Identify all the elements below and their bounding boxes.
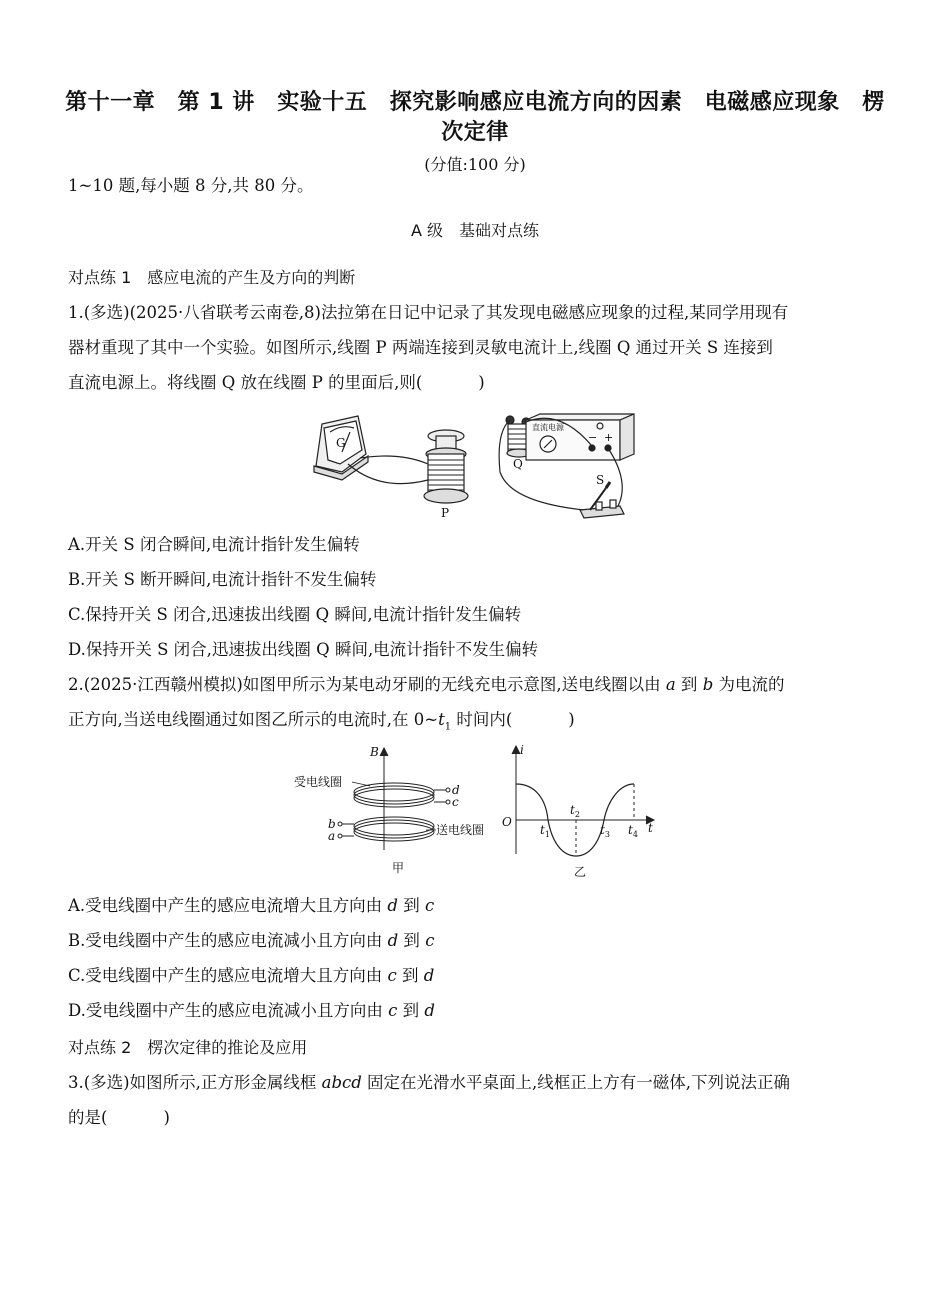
label-receive-coil: 受电线圈: [294, 775, 343, 789]
section-heading-1: 对点练 1 感应电流的产生及方向的判断: [68, 268, 356, 287]
q1-option-d: D.保持开关 S 闭合,迅速拔出线圈 Q 瞬间,电流计指针不发生偏转: [68, 640, 539, 659]
label-t3: $t_3$: [600, 823, 610, 839]
label-supply: 直流电源: [532, 423, 564, 432]
q1-option-a: A.开关 S 闭合瞬间,电流计指针发生偏转: [68, 535, 360, 554]
instructions: 1~10 题,每小题 8 分,共 80 分。: [68, 176, 314, 195]
q2-figure: [290, 742, 670, 882]
label-plus: +: [604, 431, 614, 444]
q3-text-line2: 的是( ): [68, 1108, 170, 1127]
label-minus: −: [588, 431, 598, 444]
label-a: a: [328, 829, 336, 843]
label-q: Q: [513, 457, 523, 471]
label-i: i: [520, 743, 524, 757]
q1-apparatus-figure: [300, 402, 650, 524]
label-c: c: [452, 795, 459, 809]
q1-option-b: B.开关 S 断开瞬间,电流计指针不发生偏转: [68, 570, 377, 589]
label-t1: $t_1$: [540, 823, 550, 839]
label-d: d: [452, 783, 460, 797]
label-origin: O: [502, 815, 512, 829]
label-jia: 甲: [392, 861, 405, 875]
label-b-field: B: [370, 745, 379, 759]
q2-option-a: A.受电线圈中产生的感应电流增大且方向由 d 到 c: [68, 896, 435, 915]
label-s: S: [596, 473, 605, 487]
level-heading: A 级 基础对点练: [410, 221, 540, 240]
q3-text-line1: 3.(多选)如图所示,正方形金属线框 abcd 固定在光滑水平桌面上,线框正上方有一磁体,下列说法正确: [68, 1073, 791, 1092]
page-title: 第十一章 第 1 讲 实验十五 探究影响感应电流方向的因素 电磁感应现象 楞次定律: [65, 90, 885, 145]
q2-option-c: C.受电线圈中产生的感应电流增大且方向由 c 到 d: [68, 966, 435, 985]
label-g: G: [336, 436, 346, 450]
q2-option-d: D.受电线圈中产生的感应电流减小且方向由 c 到 d: [68, 1001, 435, 1020]
label-t2: $t_2$: [570, 803, 580, 819]
section-heading-2: 对点练 2 楞次定律的推论及应用: [68, 1038, 308, 1057]
q1-text-line1: 1.(多选)(2025·八省联考云南卷,8)法拉第在日记中记录了其发现电磁感应现象的过程,某同学用现有: [68, 303, 789, 322]
q1-option-c: C.保持开关 S 闭合,迅速拔出线圈 Q 瞬间,电流计指针发生偏转: [68, 605, 522, 624]
label-yi: 乙: [574, 865, 587, 879]
q2-text-line2: 正方向,当送电线圈通过如图乙所示的电流时,在 $0\sim t_1$ 时间内( ): [68, 710, 575, 733]
q1-text-line2: 器材重现了其中一个实验。如图所示,线圈 P 两端连接到灵敏电流计上,线圈 Q 通过开关 S 连接到: [68, 338, 773, 357]
label-send-coil: 送电线圈: [436, 823, 485, 837]
label-p: P: [441, 506, 450, 520]
q1-text-line3: 直流电源上。将线圈 Q 放在线圈 P 的里面后,则( ): [68, 373, 485, 392]
q2-option-b: B.受电线圈中产生的感应电流减小且方向由 d 到 c: [68, 931, 435, 950]
q2-text-line1: 2.(2025·江西赣州模拟)如图甲所示为某电动牙刷的无线充电示意图,送电线圈以由 a 到 b 为电流的: [68, 675, 785, 694]
score-note: (分值:100 分): [424, 155, 526, 174]
label-b: b: [328, 817, 336, 831]
label-t4: $t_4$: [628, 823, 638, 839]
label-t-axis: t: [648, 821, 653, 835]
